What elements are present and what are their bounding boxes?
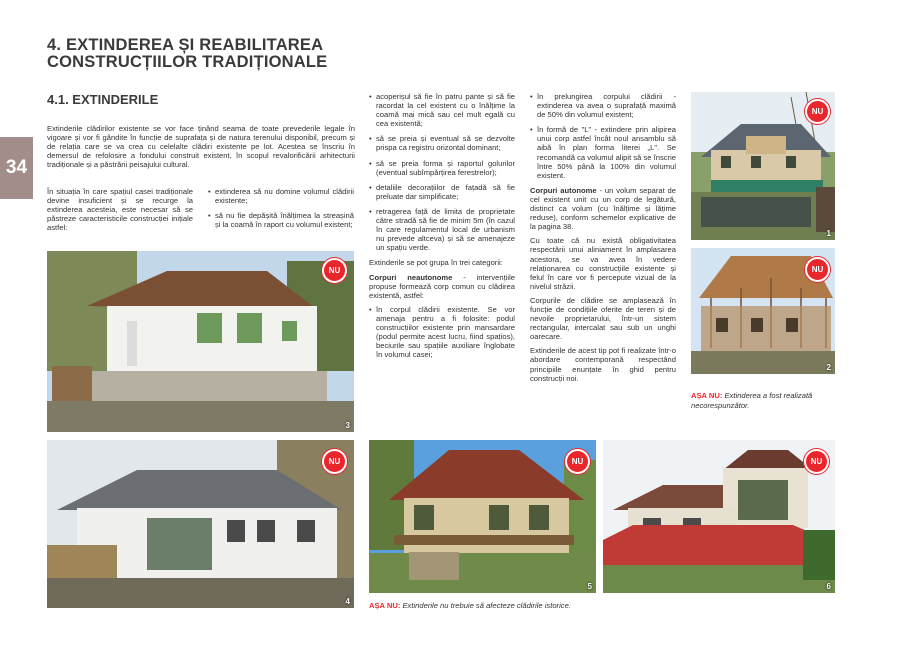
photo-number: 4 — [345, 597, 350, 606]
list-item: • în corpul clădirii existente. Se vor amenaja pentru a fi folosite: podul construcțiilor existente prin mansardare (podul permite acest lucru, fiind spațios), beciurile sau spațiile auxiliare înglobate în volumul casei; — [369, 305, 515, 360]
list-item: • acoperișul să fie în patru pante și să fie racordat la cel existent cu o înălțime la coamă mai mică sau cel mult egală cu cea existentă; — [369, 92, 515, 128]
photo-3 — [47, 251, 354, 432]
corpuri-neautonome-paragraph: Corpuri neautonome - intervențiile propuse formează corp comun cu clădirea existentă, astfel: — [369, 272, 515, 300]
groups-text: Extinderile se pot grupa în trei categorii: — [369, 258, 503, 268]
caption-label: AȘA NU: — [691, 391, 723, 400]
house-illustration-3 — [47, 251, 354, 432]
list-item: • să se preia forma și raportul golurilor (eventual subîmpărțirea ferestrelor); — [369, 159, 515, 177]
photo-number: 2 — [826, 363, 831, 372]
house-illustration-4 — [47, 440, 354, 608]
page-title: 4. EXTINDEREA ȘI REABILITAREA CONSTRUCȚIILOR TRADIȚIONALE — [47, 36, 328, 71]
photo-1 — [691, 92, 835, 240]
caption-text: Extinderile nu trebuie să afecteze clădirile istorice. — [402, 601, 571, 610]
photo-number: 1 — [826, 229, 831, 238]
list-item: • în prelungirea corpului clădirii - extinderea va avea o suprafață maximă de 50% din volumul existent; — [530, 92, 676, 119]
corpuri-autonome-title: Corpuri autonome — [530, 185, 597, 195]
nu-badge: NU — [565, 449, 590, 474]
photo-4 — [47, 440, 354, 608]
nu-badge: NU — [805, 99, 830, 124]
paragraph: Cu toate că nu există obligativitatea respectării unui aliniament în amplasarea acestora, se va avea în vedere relaționarea cu construcțiile existente și felul în care vor fi percepute vizual de la nivelul străzii. — [530, 236, 676, 291]
list-item: • extinderea să nu domine volumul clădirii existente; — [208, 187, 354, 205]
col-left-bullets — [208, 187, 354, 235]
list-item: • să se preia și eventual să se dezvolte prispa ca registru orizontal dominant; — [369, 134, 515, 152]
paragraph: Corpurile de clădire se amplasează în funcție de condițiile oferite de teren și de nevoile proprietarului, într-un sistem rectangular, intercalat sau sub un unghi oarecare. — [530, 295, 676, 342]
list-item: • să nu fie depășită înălțimea la streașină și la coamă în raport cu volumul existent; — [208, 211, 354, 229]
intro-paragraph: Extinderile clădirilor existente se vor face ținând seama de toate prevederile legale în vigoare și vor fi gândite în funcție de suprafața și de natura terenului disponibil, precum și de relația care se va crea cu celelalte clădiri existente pe lot. Acestea se înscriu în demersul de refolosire a fondului construit existent, în scopul revalorificării arhitecturii tradiționale și a păstrării peisajului cultural. — [47, 124, 355, 170]
page-number-tab: 34 — [0, 137, 33, 199]
photo-2 — [691, 248, 835, 374]
caption-right — [691, 391, 837, 410]
list-item: • detaliile decorațiilor de fațadă să fie preluate dar simplificate; — [369, 183, 515, 201]
list-item: • retragerea față de limita de proprietate către stradă să fie de minim 5m (în cazul în care regulamentul local de urbanism nu prevede altceva) și să se amenajeze un spațiu verde. — [369, 207, 515, 252]
photo-number: 6 — [826, 582, 831, 591]
corpuri-neautonome-title: Corpuri neautonome — [369, 272, 453, 282]
paragraph: Extinderile de acest tip pot fi realizate într-o abordare contemporană respectând principiile enunțate în ghid pentru construcții noi. — [530, 346, 676, 383]
caption-text: Extinderea a fost realizată necorespunzător. — [691, 391, 813, 410]
house-illustration-6 — [603, 440, 835, 593]
nu-badge: NU — [322, 449, 347, 474]
photo-number: 5 — [587, 582, 592, 591]
corpuri-autonome-paragraph: Corpuri autonome - un volum separat de cel existent unit cu un corp de legătură, distinct ca volum (cu înălțime și lățime reduse), conform schemelor explicative de la pagina 38. — [530, 185, 677, 232]
nu-badge: NU — [322, 258, 347, 283]
col-mid — [369, 92, 515, 365]
nu-badge: NU — [804, 449, 829, 474]
list-item: • în formă de "L" - extindere prin alipirea unui corp astfel încât noul ansamblu să aibă în plan forma literei „L". Se recomandă ca volumul alipit să se înscrie între 50% până la 100% din volumul existent. — [530, 125, 676, 180]
house-illustration-5 — [369, 440, 596, 593]
photo-number: 3 — [345, 421, 350, 430]
caption-bottom — [369, 601, 669, 611]
section-subtitle: 4.1. EXTINDERILE — [47, 92, 159, 107]
col-left-paragraph: În situația în care spațiul casei tradiționale devine insuficient și se recurge la extinderea acesteia, este necesar să se păstreze caracteristicile construcției inițiale astfel: — [47, 187, 193, 233]
photo-5 — [369, 440, 596, 593]
caption-label: AȘA NU: — [369, 601, 401, 610]
nu-badge: NU — [805, 257, 830, 282]
col-right — [530, 92, 676, 388]
photo-6 — [603, 440, 835, 593]
